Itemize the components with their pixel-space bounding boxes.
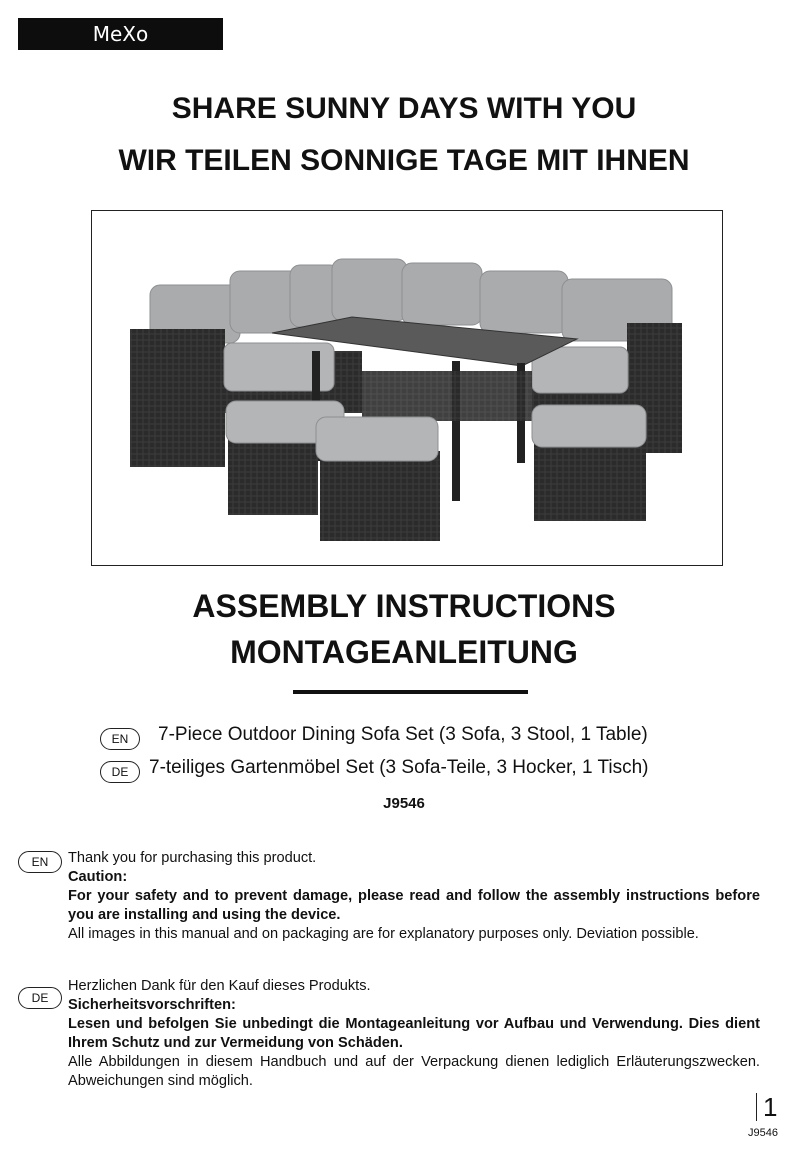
section-title-en: ASSEMBLY INSTRUCTIONS — [192, 588, 616, 624]
notice-en-thanks: Thank you for purchasing this product. — [68, 850, 317, 866]
notice-de — [68, 977, 760, 1091]
product-photo-frame — [91, 210, 723, 566]
product-name-de: 7-teiliges Gartenmöbel Set (3 Sofa-Teile, 3 Hocker, 1 Tisch) — [149, 757, 649, 778]
notice-en-caution-text: For your safety and to prevent damage, please read and follow the assembly instructions before you are installing and using the device. — [68, 888, 760, 923]
headline-de: WIR TEILEN SONNIGE TAGE MIT IHNEN — [118, 144, 690, 177]
stools — [226, 401, 646, 541]
notice-lang-tag-de: DE — [18, 987, 62, 1009]
footer-model-number: J9546 — [748, 1127, 778, 1139]
lang-tag-en: EN — [100, 728, 140, 750]
brand-logo: MeXo — [18, 18, 223, 50]
notice-de-caution-title: Sicherheitsvorschriften: — [68, 997, 236, 1013]
section-title-de: MONTAGEANLEITUNG — [230, 634, 578, 670]
notice-lang-tag-en: EN — [18, 851, 62, 873]
notice-de-caution-text: Lesen und befolgen Sie unbedingt die Montageanleitung vor Aufbau und Verwendung. Dies dient Ihrem Schutz und zur Vermeidung von Schäden. — [68, 1016, 760, 1051]
notice-en — [68, 849, 760, 944]
headline-en: SHARE SUNNY DAYS WITH YOU — [171, 92, 637, 125]
notice-de-disclaimer: Alle Abbildungen in diesem Handbuch und auf der Verpackung dienen lediglich Erläuterungszwecken. Abweichungen sind möglich. — [68, 1054, 760, 1089]
lang-tag-de: DE — [100, 761, 140, 783]
page-number: 1 — [756, 1093, 777, 1121]
notice-de-thanks: Herzlichen Dank für den Kauf dieses Produkts. — [68, 978, 371, 994]
notice-en-caution-title: Caution: — [68, 869, 128, 885]
model-number: J9546 — [383, 795, 425, 812]
notice-en-disclaimer: All images in this manual and on packaging are for explanatory purposes only. Deviation possible. — [68, 926, 699, 942]
product-name-en: 7-Piece Outdoor Dining Sofa Set (3 Sofa, 3 Stool, 1 Table) — [158, 724, 648, 745]
rattan-sofa-set-illustration — [92, 211, 722, 564]
title-underline — [293, 690, 528, 694]
